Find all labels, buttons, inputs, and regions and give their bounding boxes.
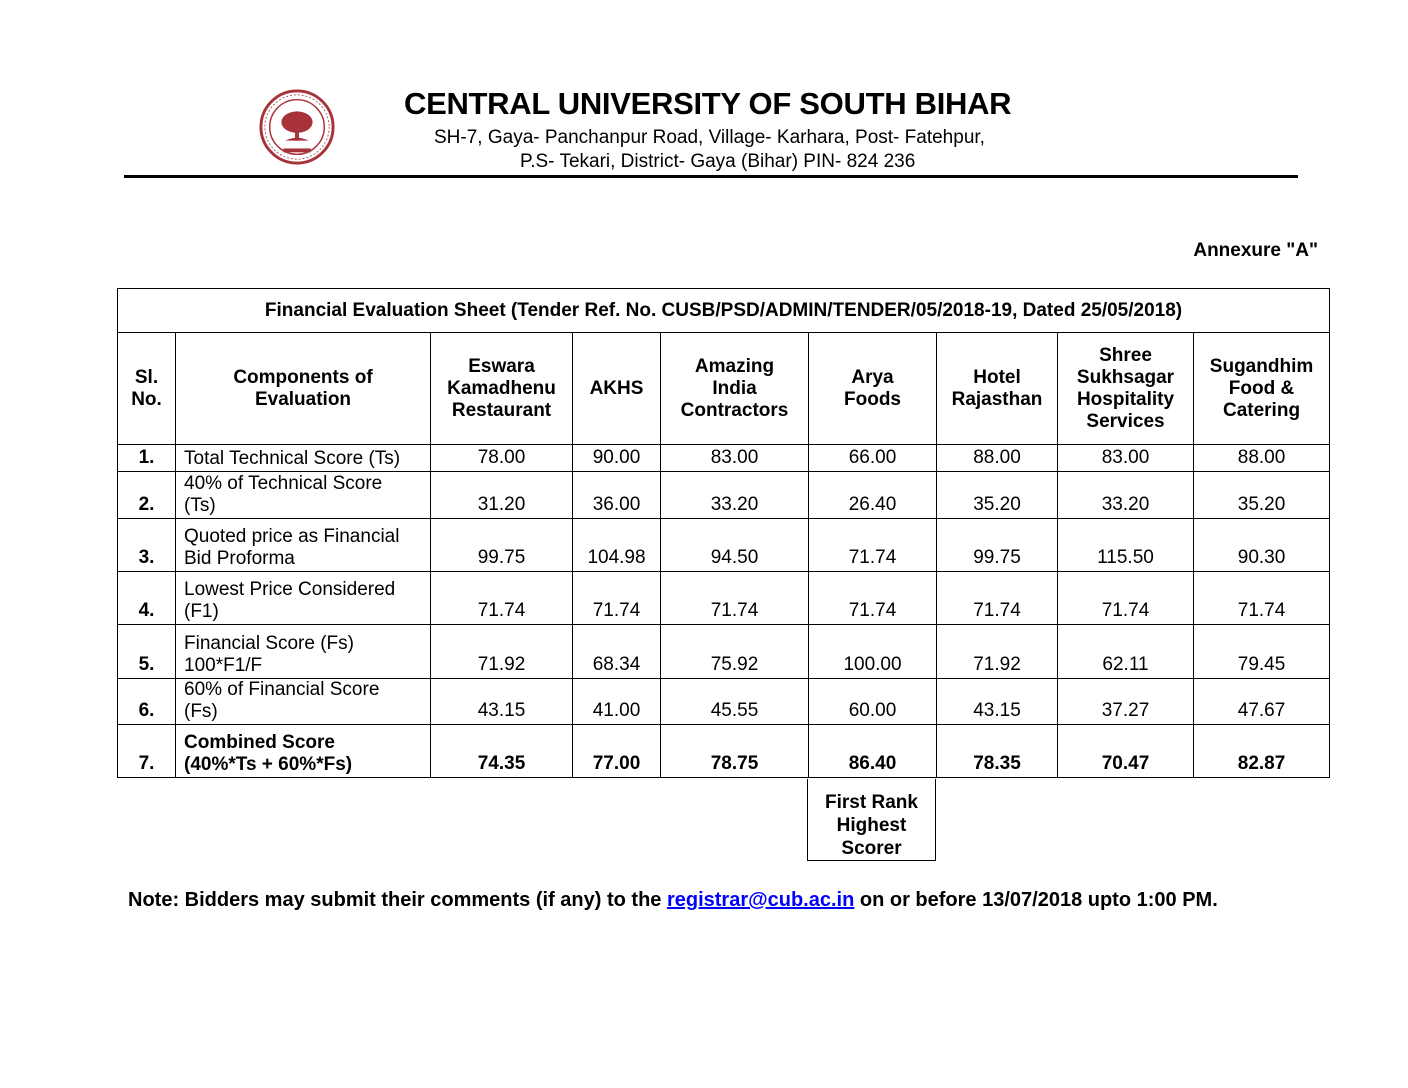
cell-score: 71.74 [1194, 572, 1330, 625]
cell-score: 31.20 [431, 472, 573, 519]
component-line: (Fs) [184, 701, 218, 722]
note-suffix: on or before 13/07/2018 upto 1:00 PM. [854, 889, 1218, 911]
table-row [118, 445, 1330, 472]
submission-note [128, 889, 1218, 912]
header-line: Rajasthan [951, 388, 1043, 410]
cell-score: 86.40 [809, 725, 937, 778]
component-line: (40%*Ts + 60%*Fs) [184, 754, 353, 775]
cell-score: 104.98 [573, 519, 661, 572]
cell-score: 88.00 [937, 445, 1058, 472]
cell-score: 71.74 [431, 572, 573, 625]
table-row [118, 625, 1330, 679]
cell-score: 88.00 [1194, 445, 1330, 472]
cell-score: 90.00 [573, 445, 661, 472]
cell-score: 35.20 [1194, 472, 1330, 519]
cell-score: 66.00 [809, 445, 937, 472]
address-line-1: SH-7, Gaya- Panchanpur Road, Village- Karhara, Post- Fatehpur, [434, 127, 985, 148]
header-line: Amazing [694, 355, 775, 377]
table-header-row [118, 333, 1330, 445]
component-line: Total Technical Score (Ts) [184, 448, 401, 469]
cell-score: 36.00 [573, 472, 661, 519]
cell-score: 78.35 [937, 725, 1058, 778]
table-row [118, 725, 1330, 778]
header-line: Contractors [680, 399, 789, 421]
header-line: Evaluation [254, 388, 352, 410]
cell-score: 71.74 [661, 572, 809, 625]
cell-score: 94.50 [661, 519, 809, 572]
cell-score: 71.74 [809, 519, 937, 572]
address-line-2: P.S- Tekari, District- Gaya (Bihar) PIN- 824 236 [520, 151, 916, 172]
cell-score: 71.74 [573, 572, 661, 625]
header-akhs [573, 333, 661, 445]
header-line: Hotel [973, 366, 1021, 388]
cell-score: 77.00 [573, 725, 661, 778]
cell-score: 83.00 [1058, 445, 1194, 472]
header-line: Shree [1099, 344, 1152, 366]
cell-score: 41.00 [573, 679, 661, 725]
cell-score: 74.35 [431, 725, 573, 778]
rank-note-line: Scorer [841, 838, 902, 859]
cell-score: 45.55 [661, 679, 809, 725]
cell-score: 35.20 [937, 472, 1058, 519]
cell-score: 79.45 [1194, 625, 1330, 679]
table-row [118, 572, 1330, 625]
cell-score: 37.27 [1058, 679, 1194, 725]
cell-score: 68.34 [573, 625, 661, 679]
cell-score: 78.00 [431, 445, 573, 472]
header-line: Hospitality [1076, 388, 1175, 410]
cell-score: 43.15 [937, 679, 1058, 725]
header-sl-no [118, 333, 176, 445]
table-row [118, 472, 1330, 519]
cell-sl-no: 1. [118, 445, 176, 472]
cell-score: 99.75 [937, 519, 1058, 572]
cell-score: 26.40 [809, 472, 937, 519]
header-divider [124, 175, 1298, 178]
rank-note-line: First Rank [825, 792, 918, 813]
component-line: (Ts) [184, 495, 216, 516]
component-line: Lowest Price Considered [184, 579, 396, 600]
cell-score: 62.11 [1058, 625, 1194, 679]
header-line: Restaurant [451, 399, 552, 421]
header-hotel-rajasthan [937, 333, 1058, 445]
header-line: Sugandhim [1209, 355, 1314, 377]
cell-score: 71.92 [431, 625, 573, 679]
component-line: 40% of Technical Score [184, 473, 383, 494]
header-line: AKHS [589, 377, 644, 399]
header-line: Foods [844, 388, 901, 410]
cell-component [176, 725, 431, 778]
header-line: Arya [851, 366, 894, 388]
cell-score: 82.87 [1194, 725, 1330, 778]
cell-score: 43.15 [431, 679, 573, 725]
cell-component [176, 572, 431, 625]
cell-score: 47.67 [1194, 679, 1330, 725]
cell-component [176, 472, 431, 519]
cell-sl-no: 2. [118, 472, 176, 519]
component-line: Combined Score [184, 732, 335, 753]
cell-score: 33.20 [661, 472, 809, 519]
component-line: 60% of Financial Score [184, 679, 380, 700]
cell-sl-no: 3. [118, 519, 176, 572]
cell-score: 100.00 [809, 625, 937, 679]
header-line: India [712, 377, 757, 399]
component-line: Bid Proforma [184, 548, 295, 569]
note-prefix: Note: Bidders may submit their comments (if any) to the [128, 889, 667, 911]
cell-score: 90.30 [1194, 519, 1330, 572]
header-line: Sl. [134, 366, 159, 388]
table-caption-row [118, 289, 1330, 333]
component-line: (F1) [184, 601, 219, 622]
table-row [118, 679, 1330, 725]
component-line: 100*F1/F [184, 655, 263, 676]
component-line: Quoted price as Financial [184, 526, 400, 547]
registrar-email-link[interactable]: registrar@cub.ac.in [666, 889, 855, 911]
cell-score: 71.92 [937, 625, 1058, 679]
header-shree-sukhsagar [1058, 333, 1194, 445]
component-line: Financial Score (Fs) [184, 633, 354, 654]
cell-component [176, 519, 431, 572]
cell-score: 71.74 [1058, 572, 1194, 625]
cell-score: 83.00 [661, 445, 809, 472]
cell-sl-no: 7. [118, 725, 176, 778]
table-caption: Financial Evaluation Sheet (Tender Ref. No. CUSB/PSD/ADMIN/TENDER/05/2018-19, Dated 25/05/2018) [118, 289, 1330, 333]
cell-sl-no: 4. [118, 572, 176, 625]
cell-component [176, 625, 431, 679]
cell-component [176, 445, 431, 472]
financial-evaluation-table [117, 288, 1330, 778]
header-amazing-india [661, 333, 809, 445]
cell-score: 60.00 [809, 679, 937, 725]
cell-score: 78.75 [661, 725, 809, 778]
cell-sl-no: 5. [118, 625, 176, 679]
cell-score: 71.74 [937, 572, 1058, 625]
header-line: Sukhsagar [1076, 366, 1175, 388]
header-line: Kamadhenu [447, 377, 556, 399]
university-logo [258, 88, 336, 166]
header-line: Components of [233, 366, 373, 388]
header-components [176, 333, 431, 445]
header-line: Food & [1228, 377, 1295, 399]
university-name: CENTRAL UNIVERSITY OF SOUTH BIHAR [404, 86, 1012, 121]
annexure-label: Annexure "A" [1193, 240, 1318, 261]
cell-sl-no: 6. [118, 679, 176, 725]
cell-score: 70.47 [1058, 725, 1194, 778]
header-line: No. [131, 388, 162, 410]
header-line: Catering [1222, 399, 1301, 421]
cell-score: 99.75 [431, 519, 573, 572]
rank-note-line: Highest [836, 815, 907, 836]
first-rank-note [807, 779, 936, 861]
header-eswara-kamadhenu [431, 333, 573, 445]
header-sugandhim [1194, 333, 1330, 445]
cell-component [176, 679, 431, 725]
table-row [118, 519, 1330, 572]
header-line: Eswara [468, 355, 535, 377]
header-arya-foods [809, 333, 937, 445]
cell-score: 33.20 [1058, 472, 1194, 519]
header-line: Services [1086, 410, 1165, 432]
cell-score: 71.74 [809, 572, 937, 625]
cell-score: 75.92 [661, 625, 809, 679]
cell-score: 115.50 [1058, 519, 1194, 572]
